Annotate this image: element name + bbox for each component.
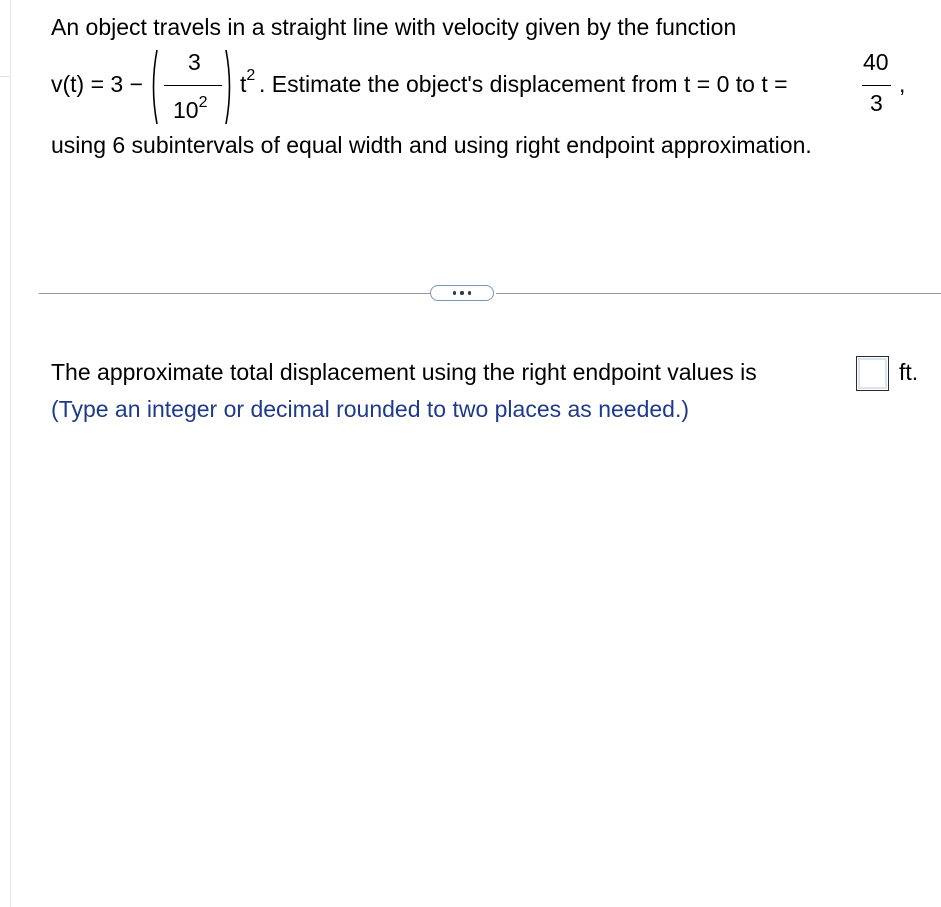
fraction-bar — [164, 85, 222, 86]
end-time-fraction-bar — [862, 85, 891, 86]
formula-after-text: . Estimate the object's displacement from t = 0 to t = — [259, 71, 788, 97]
ellipsis-icon — [453, 291, 456, 294]
formula-trailing-comma: , — [899, 71, 906, 97]
fraction-denominator: $10^2$ — [173, 94, 208, 123]
answer-input-box[interactable] — [856, 356, 889, 391]
left-paren — [149, 48, 159, 126]
left-rail-notch — [0, 76, 10, 77]
question-line-1: An object travels in a straight line with velocity given by the function — [51, 14, 737, 40]
formula-variable: $t^2$ — [240, 67, 256, 97]
ellipsis-dot — [460, 291, 463, 294]
answer-hint: (Type an integer or decimal rounded to two places as needed.) — [51, 396, 689, 422]
question-line-3: using 6 subintervals of equal width and using right endpoint approximation. — [51, 132, 812, 158]
ellipsis-dot — [468, 291, 471, 294]
variable-exponent: 2 — [246, 67, 256, 84]
left-rail — [0, 0, 11, 907]
formula-lhs: v(t) = 3 − — [51, 71, 144, 97]
end-time-denominator: 3 — [870, 90, 883, 116]
denominator-exponent: 2 — [198, 94, 208, 111]
fraction-numerator: 3 — [188, 49, 201, 75]
right-paren — [224, 48, 234, 126]
section-divider-right — [496, 293, 941, 294]
end-time-numerator: 40 — [863, 49, 889, 75]
answer-unit: ft. — [899, 359, 919, 385]
section-divider-left — [39, 293, 430, 294]
show-more-button[interactable] — [430, 285, 494, 301]
answer-prompt: The approximate total displacement using the right endpoint values is — [51, 359, 757, 385]
